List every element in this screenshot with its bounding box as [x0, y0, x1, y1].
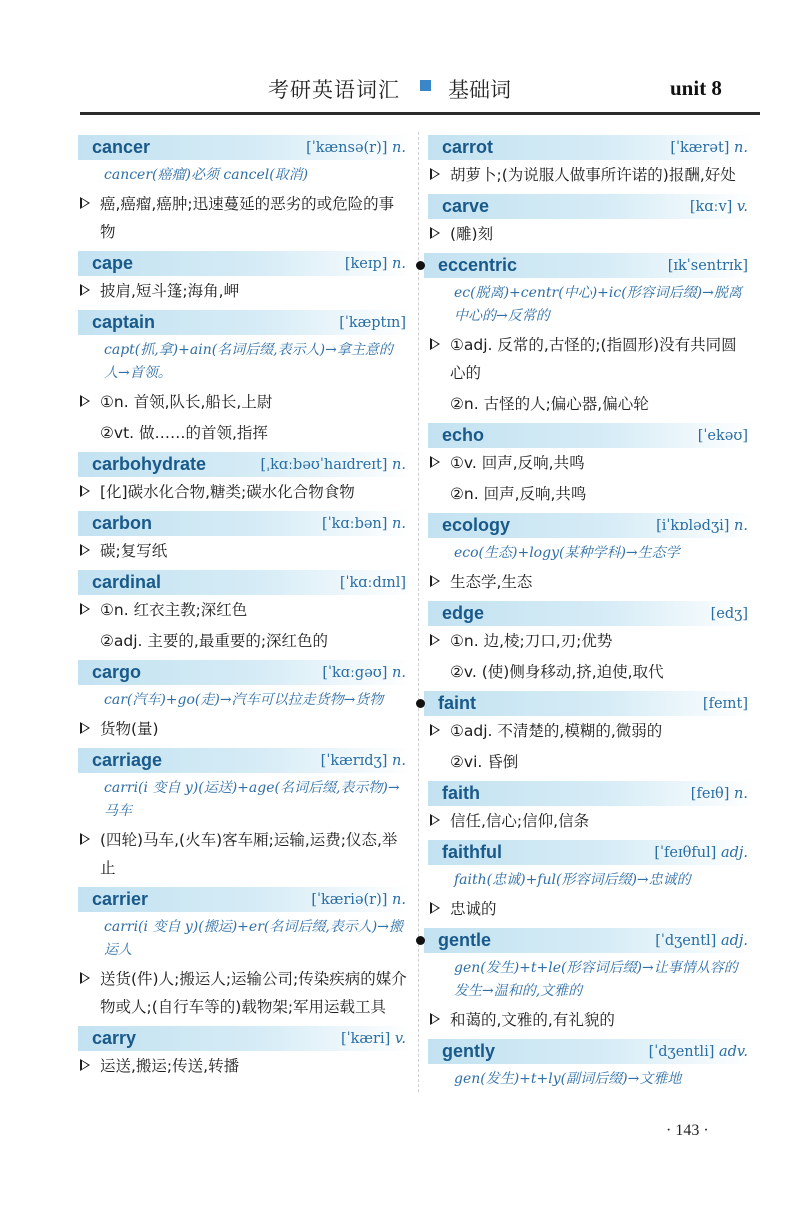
definition: [428, 657, 754, 688]
headword-bar: [78, 452, 412, 477]
phonetic: [711, 606, 748, 622]
triangle-marker-icon: [430, 456, 440, 468]
headword: cape: [92, 253, 134, 273]
headword-bar: [428, 840, 754, 865]
etymology-note: gen(发生)+t+le(形容词后缀)→让事情从容的发生→温和的,文雅的: [454, 960, 738, 999]
headword: cardinal: [92, 572, 162, 592]
triangle-marker-icon: [80, 603, 90, 615]
definition-text: 忠诚的: [450, 900, 497, 918]
phonetic-text: [edʒ]: [710, 605, 748, 622]
headword: echo: [442, 425, 485, 445]
triangle-marker-icon: [430, 575, 440, 587]
definition: [428, 160, 754, 191]
phonetic: [322, 516, 406, 532]
phonetic-text: [iˈkɒlədʒi]: [656, 517, 730, 534]
definition-text: ①adj. 反常的,古怪的;(指圆形)没有共同圆心的: [450, 336, 737, 382]
definition: [78, 387, 412, 418]
definition: [428, 389, 754, 420]
triangle-marker-icon: [80, 972, 90, 984]
phonetic-text: [ˈdʒentli]: [648, 1043, 715, 1060]
headword: carriage: [92, 750, 163, 770]
key-word-dot-icon: [416, 261, 425, 270]
etymology-note: ec(脱离)+centr(中心)+ic(形容词后缀)→脱离中心的→反常的: [454, 285, 742, 324]
phonetic: [690, 199, 748, 215]
part-of-speech: n.: [734, 517, 748, 534]
headword: carbohydrate: [92, 454, 207, 474]
right-column: [428, 132, 754, 1093]
phonetic-text: [kɑːv]: [689, 198, 733, 215]
headword-bar: [78, 135, 412, 160]
headword-bar: [78, 748, 412, 773]
phonetic: [260, 457, 406, 473]
phonetic: [691, 786, 748, 802]
headword: gently: [442, 1041, 496, 1061]
etymology-note: carri(i 变自 y)(搬运)+er(名词后缀,表示人)→搬运人: [104, 919, 403, 958]
key-word-dot-icon: [416, 936, 425, 945]
definition: [78, 189, 412, 248]
etymology-note: carri(i 变自 y)(运送)+age(名词后缀,表示物)→马车: [104, 780, 400, 819]
headword-bar: [78, 660, 412, 685]
definition: [78, 536, 412, 567]
part-of-speech: n.: [392, 752, 406, 769]
headword-bar: [78, 511, 412, 536]
triangle-marker-icon: [80, 722, 90, 734]
headword: carrier: [92, 889, 149, 909]
definition: [428, 626, 754, 657]
vocab-entry: [428, 691, 754, 778]
definition: [78, 626, 412, 657]
part-of-speech: adj.: [720, 932, 748, 949]
headword: carve: [442, 196, 490, 216]
key-word-dot-icon: [416, 699, 425, 708]
header-rule: [80, 112, 760, 115]
etymology-note: faith(忠诚)+ful(形容词后缀)→忠诚的: [454, 872, 691, 888]
part-of-speech: n.: [392, 255, 406, 272]
part-of-speech: n.: [392, 515, 406, 532]
definition-text: 信任,信心;信仰,信条: [450, 812, 590, 830]
phonetic: [698, 428, 748, 444]
phonetic-text: [feɪθ]: [690, 785, 730, 802]
definition-text: 披肩,短斗篷;海角,岬: [100, 282, 240, 300]
phonetic: [668, 258, 748, 274]
headword-bar: [428, 1039, 754, 1064]
vocab-entry: [428, 194, 754, 250]
definition-text: [化]碳水化合物,糖类;碳水化合物食物: [100, 483, 355, 501]
vocab-entry: [428, 928, 754, 1036]
phonetic: [311, 892, 406, 908]
phonetic: [654, 845, 748, 861]
vocab-entry: [428, 513, 754, 598]
phonetic-text: [ˈkɑːdɪnl]: [339, 574, 406, 591]
definition-text: ②vi. 昏倒: [450, 753, 519, 771]
triangle-marker-icon: [430, 634, 440, 646]
headword: gentle: [438, 930, 492, 950]
triangle-marker-icon: [430, 902, 440, 914]
phonetic: [655, 933, 748, 949]
part-of-speech: n.: [392, 456, 406, 473]
definition: [78, 825, 412, 884]
left-column: [78, 132, 412, 1082]
headword-bar: [78, 310, 412, 335]
phonetic-text: [ˌkɑːbəʊˈhaɪdreɪt]: [260, 456, 388, 473]
column-divider: [418, 132, 419, 1092]
phonetic: [306, 140, 406, 156]
headword-bar: [428, 194, 754, 219]
etymology-note: car(汽车)+go(走)→汽车可以拉走货物→货物: [104, 692, 384, 708]
headword: faint: [438, 693, 476, 713]
headword: cargo: [92, 662, 142, 682]
definition-text: 生态学,生态: [450, 573, 533, 591]
headword-bar: [78, 1026, 412, 1051]
phonetic: [345, 256, 406, 272]
definition-text: (四轮)马车,(火车)客车厢;运输,运费;仪态,举止: [100, 831, 398, 877]
definition: [428, 806, 754, 837]
definition: [428, 567, 754, 598]
triangle-marker-icon: [430, 227, 440, 239]
definition-text: ①n. 边,棱;刀口,刃;优势: [450, 632, 613, 650]
vocab-entry: [78, 511, 412, 567]
etymology-note: cancer(癌瘤)必须 cancel(取消): [104, 167, 309, 183]
part-of-speech: adv.: [718, 1043, 748, 1060]
definition: [78, 1051, 412, 1082]
definition: [78, 276, 412, 307]
phonetic-text: [ˈkæri]: [341, 1030, 391, 1047]
headword-bar: [428, 513, 754, 538]
definition: [78, 964, 412, 1023]
headword-bar: [424, 253, 754, 278]
definition-text: ①n. 首领,队长,船长,上尉: [100, 393, 273, 411]
phonetic-text: [ɪkˈsentrɪk]: [667, 257, 748, 274]
etymology-note: eco(生态)+logy(某种学科)→生态学: [454, 545, 680, 561]
headword: carrot: [442, 137, 494, 157]
vocab-entry: [78, 135, 412, 248]
part-of-speech: adj.: [720, 844, 748, 861]
headword-bar: [78, 570, 412, 595]
definition-text: ②v. (使)侧身移动,挤,迫使,取代: [450, 663, 664, 681]
headword: carry: [92, 1028, 137, 1048]
definition-text: 碳;复写纸: [100, 542, 168, 560]
vocab-entry: [78, 887, 412, 1023]
phonetic-text: [ˈkæriə(r)]: [311, 891, 388, 908]
triangle-marker-icon: [430, 724, 440, 736]
vocab-entry: [428, 423, 754, 510]
phonetic-text: [ˈkɑːgəʊ]: [322, 664, 388, 681]
headword: carbon: [92, 513, 153, 533]
phonetic: [670, 140, 748, 156]
phonetic: [339, 315, 406, 331]
definition-text: ②adj. 主要的,最重要的;深红色的: [100, 632, 329, 650]
triangle-marker-icon: [80, 197, 90, 209]
definition: [428, 894, 754, 925]
vocab-entry: [78, 748, 412, 884]
headword: eccentric: [438, 255, 518, 275]
triangle-marker-icon: [430, 814, 440, 826]
definition: [428, 330, 754, 389]
phonetic: [321, 753, 406, 769]
vocab-entry: [428, 1039, 754, 1093]
headword: faith: [442, 783, 480, 803]
phonetic-text: [ˈekəʊ]: [697, 427, 748, 444]
headword-bar: [428, 423, 754, 448]
part-of-speech: n.: [734, 785, 748, 802]
definition: [428, 716, 754, 747]
definition: [78, 714, 412, 745]
phonetic-text: [ˈfeɪθful]: [654, 844, 717, 861]
headword: captain: [92, 312, 156, 332]
part-of-speech: v.: [394, 1030, 406, 1047]
definition: [78, 595, 412, 626]
etymology-note: capt(抓,拿)+ain(名词后缀,表示人)→拿主意的人→首领。: [104, 342, 393, 381]
vocab-entry: [428, 840, 754, 925]
headword-bar: [428, 135, 754, 160]
definition: [428, 1005, 754, 1036]
phonetic: [340, 575, 406, 591]
phonetic-text: [ˈkærɪdʒ]: [320, 752, 388, 769]
unit-label: unit 8: [670, 76, 722, 100]
headword-bar: [78, 251, 412, 276]
definition-text: ②n. 回声,反响,共鸣: [450, 485, 587, 503]
definition-text: ①n. 红衣主教;深红色: [100, 601, 248, 619]
page-header: [0, 70, 800, 110]
definition: [78, 418, 412, 449]
definition-text: 胡萝卜;(为说服人做事所许诺的)报酬,好处: [450, 166, 736, 184]
definition-text: ②vt. 做……的首领,指挥: [100, 424, 268, 442]
definition-text: ①v. 回声,反响,共鸣: [450, 454, 585, 472]
part-of-speech: v.: [736, 198, 748, 215]
phonetic-text: [feɪnt]: [702, 695, 748, 712]
phonetic-text: [ˈdʒentl]: [655, 932, 717, 949]
section-title: 基础词: [448, 78, 511, 102]
vocab-entry: [428, 781, 754, 837]
vocab-entry: [428, 601, 754, 688]
definition-text: (雕)刻: [450, 225, 494, 243]
definition-text: 送货(件)人;搬运人;运输公司;传染疾病的媒介物或人;(自行车等的)载物架;军用运载工具: [100, 970, 407, 1016]
definition-text: 运送,搬运;传送,转播: [100, 1057, 240, 1075]
definition-text: 货物(量): [100, 720, 159, 738]
book-title: 考研英语词汇: [268, 78, 400, 102]
vocab-entry: [78, 310, 412, 449]
headword-bar: [428, 601, 754, 626]
headword: ecology: [442, 515, 511, 535]
phonetic: [322, 665, 406, 681]
headword-bar: [424, 691, 754, 716]
headword: edge: [442, 603, 485, 623]
triangle-marker-icon: [430, 1013, 440, 1025]
definition: [428, 479, 754, 510]
phonetic-text: [ˈkæptɪn]: [339, 314, 406, 331]
vocab-entry: [78, 570, 412, 657]
vocab-entry: [78, 660, 412, 745]
vocab-entry: [428, 253, 754, 420]
triangle-marker-icon: [80, 1059, 90, 1071]
definition: [428, 219, 754, 250]
definition: [428, 747, 754, 778]
etymology-note: gen(发生)+t+ly(副词后缀)→文雅地: [454, 1071, 682, 1087]
phonetic: [703, 696, 748, 712]
phonetic: [656, 518, 748, 534]
vocab-entry: [428, 135, 754, 191]
triangle-marker-icon: [430, 168, 440, 180]
definition-text: ①adj. 不清楚的,模糊的,微弱的: [450, 722, 663, 740]
part-of-speech: n.: [392, 139, 406, 156]
triangle-marker-icon: [430, 338, 440, 350]
part-of-speech: n.: [392, 664, 406, 681]
phonetic-text: [ˈkɑːbən]: [321, 515, 388, 532]
phonetic: [341, 1031, 406, 1047]
triangle-marker-icon: [80, 395, 90, 407]
headword: cancer: [92, 137, 151, 157]
definition: [428, 448, 754, 479]
headword: faithful: [442, 842, 502, 862]
triangle-marker-icon: [80, 485, 90, 497]
definition-text: 癌,癌瘤,癌肿;迅速蔓延的恶劣的或危险的事物: [100, 195, 395, 241]
part-of-speech: n.: [392, 891, 406, 908]
phonetic-text: [ˈkærət]: [670, 139, 730, 156]
definition: [78, 477, 412, 508]
headword-bar: [424, 928, 754, 953]
page-number: · 143 ·: [666, 1122, 709, 1139]
phonetic-text: [keɪp]: [344, 255, 388, 272]
triangle-marker-icon: [80, 833, 90, 845]
headword-bar: [78, 887, 412, 912]
triangle-marker-icon: [80, 544, 90, 556]
part-of-speech: n.: [734, 139, 748, 156]
vocab-entry: [78, 452, 412, 508]
definition-text: ②n. 古怪的人;偏心器,偏心轮: [450, 395, 649, 413]
triangle-marker-icon: [80, 284, 90, 296]
headword-bar: [428, 781, 754, 806]
square-bullet-icon: [420, 80, 431, 91]
vocab-entry: [78, 1026, 412, 1082]
phonetic-text: [ˈkænsə(r)]: [306, 139, 388, 156]
vocab-entry: [78, 251, 412, 307]
phonetic: [649, 1044, 748, 1060]
definition-text: 和蔼的,文雅的,有礼貌的: [450, 1011, 615, 1029]
